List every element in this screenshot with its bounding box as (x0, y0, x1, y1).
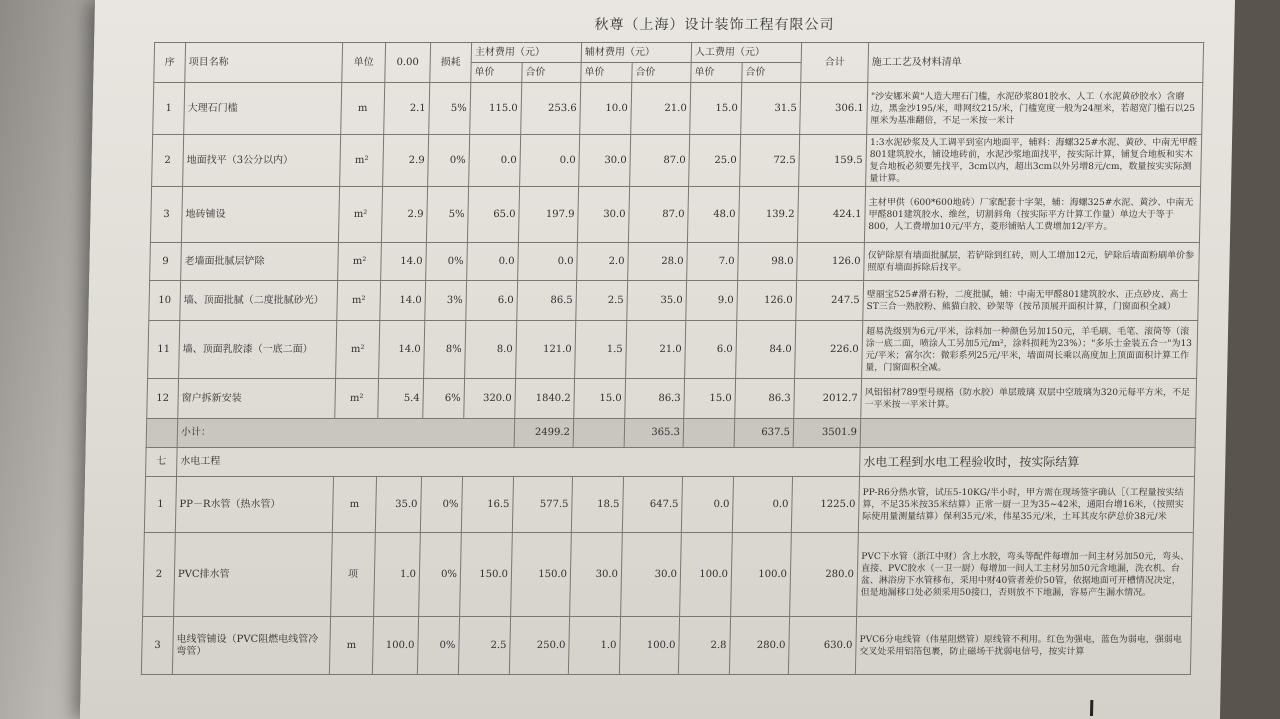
row-unit: m² (337, 281, 381, 321)
subtotal-main: 2499.2 (514, 419, 574, 448)
row-aux-line-total: 30.0 (621, 533, 682, 617)
row-total: 226.0 (795, 321, 863, 379)
row-aux-unit-price: 18.5 (571, 477, 623, 533)
row-aux-unit-price: 30.0 (579, 135, 631, 187)
header-aux-unit-price: 单价 (581, 63, 632, 83)
quotation-table (141, 42, 1204, 675)
row-aux-unit-price: 30.0 (577, 187, 629, 243)
row-aux-line-total: 35.0 (627, 281, 687, 321)
row-main-line-total: 86.5 (517, 281, 577, 321)
row-aux-line-total: 28.0 (628, 243, 688, 281)
row-total: 1225.0 (791, 477, 859, 533)
pen-mark (1090, 700, 1093, 716)
row-name: 地面找平（3公分以内） (183, 135, 341, 187)
row-name: 电线管铺设（PVC阻燃电线管冷弯管） (172, 617, 330, 675)
row-labor-line-total: 72.5 (740, 135, 800, 187)
row-index: 11 (148, 321, 180, 379)
row-aux-line-total: 21.0 (626, 321, 686, 379)
row-unit: m² (338, 243, 382, 281)
row-main-unit-price: 0.0 (469, 135, 521, 187)
row-qty: 14.0 (380, 281, 426, 321)
row-main-unit-price: 8.0 (465, 321, 517, 379)
row-loss: 5% (429, 83, 471, 135)
row-index: 9 (150, 243, 182, 281)
table-row (149, 281, 1199, 321)
row-description: PP-R6分热水管，试压5-10KG/半小时，甲方需在现场签字确认［（工程量按实结算，不足35米按35米结算）正常一厨一卫为35~42米，通阳台增16米，（按照实际使用量测量结算）保利35元/米，伟星35元/米，土耳其皮尔萨总价38元/米 (858, 477, 1194, 533)
row-aux-unit-price: 1.0 (568, 617, 620, 675)
table-row (144, 477, 1194, 533)
row-labor-line-total: 0.0 (732, 477, 792, 533)
header-desc: 施工工艺及材料清单 (868, 43, 1204, 83)
row-unit: m² (335, 379, 379, 419)
row-index: 2 (152, 135, 184, 187)
row-labor-line-total: 98.0 (738, 243, 798, 281)
row-main-line-total: 0.0 (520, 135, 580, 187)
row-labor-unit-price: 0.0 (681, 477, 733, 533)
row-main-unit-price: 16.5 (461, 477, 513, 533)
subtotal-empty (683, 419, 735, 448)
row-main-unit-price: 6.0 (466, 281, 518, 321)
row-main-line-total: 577.5 (512, 477, 572, 533)
row-aux-line-total: 86.3 (625, 379, 685, 419)
row-loss: 0% (419, 533, 462, 617)
row-labor-unit-price: 25.0 (689, 135, 741, 187)
row-total: 2012.7 (794, 379, 862, 419)
subtotal-empty (860, 419, 1196, 448)
table-row (150, 243, 1200, 281)
row-aux-line-total: 100.0 (619, 617, 679, 675)
header-main-cost: 主材费用（元） (471, 43, 581, 63)
section-note: 水电工程到水电工程验收时，按实际结算 (860, 448, 1196, 477)
row-main-line-total: 121.0 (516, 321, 576, 379)
row-loss: 0% (420, 477, 462, 533)
row-total: 247.5 (796, 281, 864, 321)
row-index: 1 (144, 477, 176, 533)
table-row (147, 379, 1197, 419)
row-name: PVC排水管 (174, 533, 333, 617)
row-labor-line-total: 280.0 (729, 617, 789, 675)
row-unit: m (329, 617, 373, 675)
header-aux-line-total: 合价 (632, 63, 691, 83)
row-aux-unit-price: 30.0 (570, 533, 623, 617)
row-labor-unit-price: 48.0 (687, 187, 739, 243)
row-aux-unit-price: 10.0 (580, 83, 632, 135)
row-labor-unit-price: 7.0 (687, 243, 739, 281)
row-aux-unit-price: 1.5 (575, 321, 627, 379)
row-total: 424.1 (797, 187, 865, 243)
row-main-unit-price: 65.0 (467, 187, 519, 243)
row-index: 3 (141, 617, 173, 675)
row-name: 墙、顶面批腻（二度批腻砂光） (180, 281, 338, 321)
row-loss: 3% (425, 281, 467, 321)
row-index: 10 (149, 281, 181, 321)
row-labor-line-total: 86.3 (735, 379, 795, 419)
row-labor-line-total: 126.0 (737, 281, 797, 321)
subtotal-empty (573, 419, 625, 448)
row-qty: 35.0 (375, 477, 421, 533)
document-page (80, 0, 1255, 719)
row-description: 壁丽宝525#滑石粉，二度批腻，辅：中南无甲醛801建筑胶水、正点砂皮、高士ST三合一熟胶粉、熊猫白胶、砂架等（按吊顶展开面积计算，门窗面积全减） (863, 281, 1199, 321)
row-total: 126.0 (797, 243, 865, 281)
row-aux-line-total: 87.0 (630, 135, 690, 187)
row-qty: 14.0 (379, 321, 425, 379)
row-qty: 100.0 (372, 617, 418, 675)
row-main-unit-price: 2.5 (458, 617, 510, 675)
row-qty: 1.0 (374, 533, 421, 617)
row-labor-unit-price: 2.8 (678, 617, 730, 675)
row-unit: m² (340, 135, 384, 187)
header-labor-line-total: 合价 (742, 63, 801, 83)
row-main-line-total: 0.0 (518, 243, 578, 281)
row-description: 超易洗级别为6元/平米，涂料加一种颜色另加150元，羊毛刷、毛笔、滚筒等（滚涂一底二面，喷涂人工另加5元/m²，涂料损耗为23%）；"多乐士金装五合一"为13元/平米；富尔次：微彩系列25元/平米，墙面周长乘以高度加上顶面面积计算工作量，门窗面积全减。 (862, 321, 1198, 379)
header-main-line-total: 合价 (522, 63, 581, 83)
row-name: 老墙面批腻层铲除 (181, 243, 339, 281)
header-total: 合计 (801, 43, 869, 83)
subtotal-total: 3501.9 (793, 419, 861, 448)
table-row (141, 617, 1191, 675)
subtotal-labor: 637.5 (734, 419, 794, 448)
row-loss: 0% (417, 617, 459, 675)
row-unit: m² (338, 187, 382, 243)
row-total: 630.0 (788, 617, 856, 675)
row-main-unit-price: 0.0 (467, 243, 519, 281)
row-labor-unit-price: 15.0 (684, 379, 736, 419)
section-index: 七 (146, 448, 178, 477)
table-row (148, 321, 1198, 379)
row-description: PVC下水管（浙江中财）含上水胶，弯头等配件每增加一间主材另加50元，弯头、直接、PVC胶水（一卫一厨）每增加一间人工主材另加50元含地漏，洗衣机、台盆、淋浴房下水管移布，采用中财40管者差价50管，依据地面可开槽情况决定，但是地漏移口处必须采用50接口，否则放不下地漏，容易产生漏水情况。 (857, 533, 1194, 617)
row-total: 306.1 (800, 83, 868, 135)
row-aux-unit-price: 2.5 (576, 281, 628, 321)
row-loss: 0% (426, 243, 468, 281)
header-row (154, 43, 1203, 63)
subtotal-empty (146, 419, 178, 448)
row-main-line-total: 197.9 (518, 187, 578, 243)
row-labor-line-total: 139.2 (738, 187, 798, 243)
row-unit: m (332, 477, 376, 533)
row-name: 窗户拆新安装 (178, 379, 336, 419)
row-main-line-total: 150.0 (511, 533, 572, 617)
row-description: 仅铲除原有墙面批腻层，若铲除到红砖，则人工增加12元，铲除后墙面粉刷单价参照原有墙面拆除后找平。 (864, 243, 1200, 281)
row-loss: 8% (424, 321, 466, 379)
row-labor-unit-price: 15.0 (690, 83, 742, 135)
header-aux-cost: 辅材费用（元） (581, 43, 691, 63)
row-qty: 2.9 (383, 135, 429, 187)
header-unit: 单位 (342, 43, 386, 83)
row-aux-line-total: 21.0 (631, 83, 691, 135)
row-aux-unit-price: 15.0 (574, 379, 626, 419)
row-main-unit-price: 320.0 (464, 379, 516, 419)
row-qty: 5.4 (378, 379, 424, 419)
header-main-unit-price: 单价 (471, 63, 522, 83)
table-row (153, 83, 1203, 135)
row-main-line-total: 1840.2 (515, 379, 575, 419)
company-title: 秋尊（上海）设计装饰工程有限公司 (594, 17, 835, 33)
row-unit: m (341, 83, 385, 135)
row-description: PVC6分电线管（伟星阻燃管）原线管不利用。红色为强电，蓝色为弱电，强弱电交叉处采用铝箔包裹，防止磁场干扰弱电信号，按实计算 (855, 617, 1191, 675)
header-loss: 损耗 (430, 43, 472, 83)
section-name: 水电工程 (177, 448, 861, 477)
row-unit: m² (336, 321, 380, 379)
row-unit: 项 (331, 533, 376, 617)
row-total: 159.5 (799, 135, 867, 187)
row-labor-unit-price: 9.0 (686, 281, 738, 321)
header-qty: 0.00 (385, 43, 431, 83)
table-row (150, 187, 1200, 243)
row-index: 2 (143, 533, 176, 617)
row-aux-line-total: 87.0 (628, 187, 688, 243)
row-loss: 5% (426, 187, 468, 243)
row-description: 主材甲供（600*600地砖）厂家配套十字架，辅：海螺325#水泥、黄沙、中南无甲醛801建筑胶水、维丝，切割斜角（按实际平方计算工作量）单边大于等于800，人工费增加10元/平方，菱形铺贴人工费增加12/平方。 (864, 187, 1200, 243)
header-name: 项目名称 (185, 43, 343, 83)
row-index: 3 (150, 187, 182, 243)
row-main-unit-price: 115.0 (470, 83, 522, 135)
row-main-line-total: 253.6 (521, 83, 581, 135)
row-aux-unit-price: 2.0 (577, 243, 629, 281)
subtotal-row (146, 419, 1196, 448)
row-main-line-total: 250.0 (509, 617, 569, 675)
row-description: 风铝铝材789型号规格（防水胶）单层玻璃 双层中空玻璃为320元每平方米，不足一平米按一平米计算。 (861, 379, 1197, 419)
row-labor-line-total: 100.0 (731, 533, 792, 617)
row-total: 280.0 (790, 533, 859, 617)
row-index: 12 (147, 379, 179, 419)
row-main-unit-price: 150.0 (460, 533, 513, 617)
row-labor-unit-price: 6.0 (685, 321, 737, 379)
section-row (146, 448, 1196, 477)
row-labor-line-total: 31.5 (741, 83, 801, 135)
header-labor-unit-price: 单价 (691, 63, 742, 83)
row-name: PP－R水管（热水管） (175, 477, 333, 533)
row-name: 地砖铺设 (181, 187, 339, 243)
header-labor-cost: 人工费用（元） (691, 43, 801, 63)
row-loss: 0% (428, 135, 470, 187)
row-labor-line-total: 84.0 (736, 321, 796, 379)
row-qty: 2.9 (381, 187, 427, 243)
row-description: "沙安娜米黄"人造大理石门槛，水泥砂浆801胶水、人工（水泥黄砂胶水）含磨边，黑金沙195/米，啡网纹215/米，门槛宽度一般为24厘米，若超宽门槛石以25厘米为基准翻倍，不足一米按一米计 (867, 83, 1203, 135)
page-edge-shadow (1220, 0, 1280, 719)
row-name: 大理石门槛 (184, 83, 342, 135)
row-qty: 2.1 (384, 83, 430, 135)
table-row (143, 533, 1194, 617)
row-labor-unit-price: 100.0 (680, 533, 733, 617)
row-name: 墙、顶面乳胶漆（一底二面） (179, 321, 337, 379)
subtotal-label: 小计： (177, 419, 515, 448)
row-loss: 6% (423, 379, 465, 419)
row-aux-line-total: 647.5 (622, 477, 682, 533)
row-qty: 14.0 (381, 243, 427, 281)
header-idx: 序 (154, 43, 186, 83)
table-row (152, 135, 1202, 187)
subtotal-aux: 365.3 (624, 419, 684, 448)
row-description: 1:3水泥砂浆及人工调平到室内地面平，辅料：海螺325#水泥、黄砂、中南无甲醛801建筑胶水，铺设地砖前，水泥沙浆地面找平，按实际计算，铺复合地板和实木复合地板必须要先找平，3cm以内，超出3cm以外另增8元/cm，数量按实实际测量计算。 (866, 135, 1202, 187)
row-index: 1 (153, 83, 185, 135)
